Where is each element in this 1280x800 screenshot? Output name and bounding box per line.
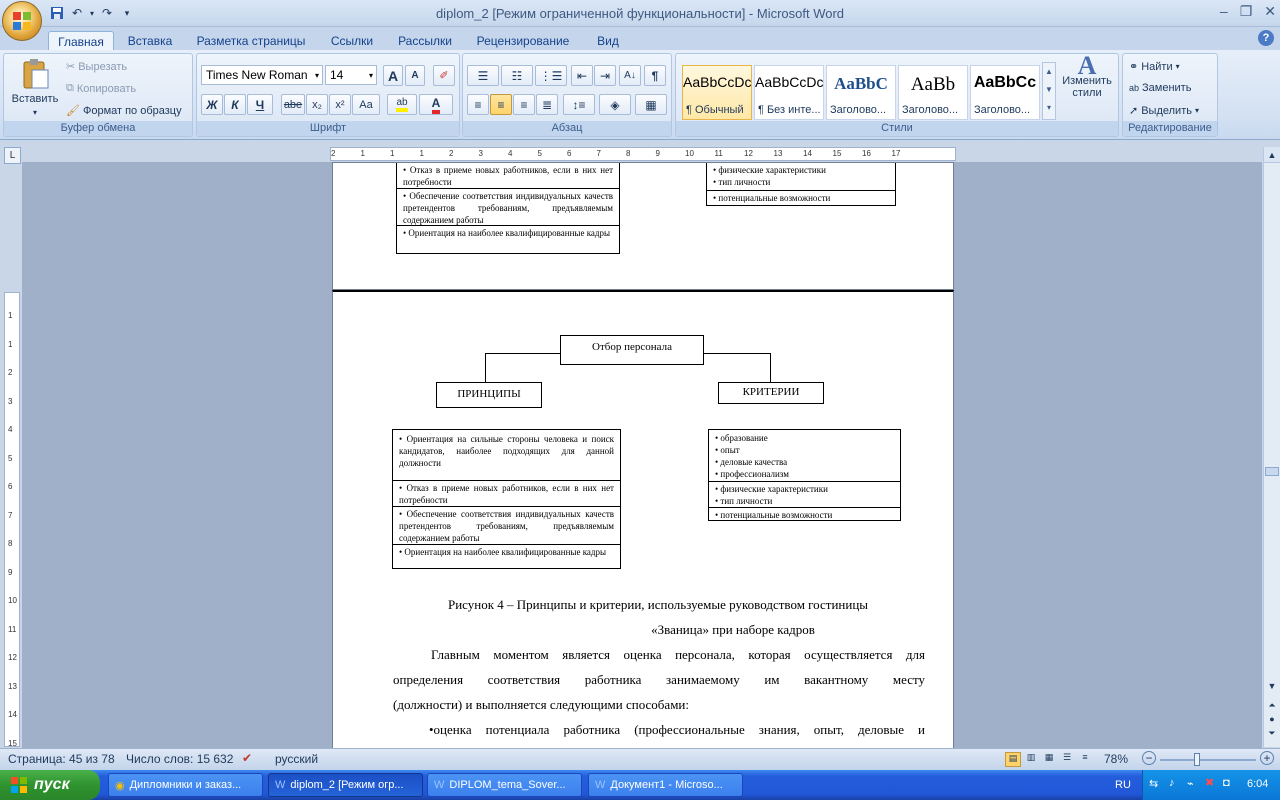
ruler-tick-label: 9 [655,149,660,158]
cut-button[interactable] [66,60,127,73]
decrease-indent-button[interactable] [571,65,593,86]
underline-button[interactable]: Ч [247,94,273,115]
paragraph-line: определения соответствия работника занимаемому им вакантному месту [393,672,925,687]
style-name: ¶ Обычный [686,104,744,116]
align-center-button[interactable] [490,94,512,115]
full-screen-reading-icon[interactable]: ▥ [1026,752,1036,762]
top-principles-table [396,163,620,254]
page-current[interactable] [332,290,954,750]
style-heading2[interactable] [898,65,968,120]
chevron-down-icon: ▾ [368,71,373,80]
align-center-icon: ≡ [497,97,505,112]
list-item: • потенциальные возможности [713,192,889,204]
diagram-root: Отбор персонала [560,335,704,365]
copy-button[interactable] [66,82,136,95]
change-styles-button[interactable] [1060,51,1114,99]
scroll-thumb[interactable] [1265,467,1279,476]
system-tray [1142,770,1280,800]
paste-label: Вставить [11,93,59,105]
ruler-tick-label: 7 [596,149,601,158]
clear-formatting-button[interactable] [433,65,455,86]
change-case-button[interactable]: Аа [352,94,380,115]
paint-bucket-icon: ◈ [610,97,620,112]
language-indicator[interactable]: RU [1115,779,1131,791]
quick-access-toolbar [48,4,136,22]
ruler-tick-label: 1 [419,149,424,158]
word-count[interactable]: Число слов: 15 632 [126,752,234,766]
ruler-tick-label: 14 [8,710,17,719]
table-cell: • Отказ в приеме новых работников, если в них нет потребности [393,481,620,507]
eraser-icon: ✐ [439,70,449,82]
draft-icon[interactable]: ≡ [1082,752,1088,762]
pilcrow-icon: ¶ [651,68,659,83]
outdent-icon: ⇤ [576,68,588,83]
figure-caption-line1: Рисунок 4 – Принципы и критерии, используемые руководством гостиницы [447,597,869,612]
ruler-tick-label: 9 [8,567,13,577]
clock[interactable]: 6:04 [1247,778,1269,790]
border-icon: ▦ [645,97,657,112]
connector-line [770,353,771,382]
font-family-select[interactable] [201,65,323,85]
ruler-tick-label: 1 [8,339,13,349]
shading-button[interactable] [599,94,631,115]
next-page-icon[interactable]: ⏷ [1268,728,1276,738]
undo-icon[interactable]: ↶ [71,6,83,20]
table-cell [707,163,895,191]
table-cell: • Обеспечение соответствия индивидуальных качеств претендентов требованиям, предъявляемым содержанием работы [393,507,620,545]
zoom-in-icon[interactable]: + [1260,751,1274,765]
cursor-icon: ➚ [1129,105,1139,117]
highlight-button[interactable] [387,94,417,115]
ruler-tick-label: 7 [8,510,13,520]
ruler-tick-label: 6 [8,482,13,491]
table-cell [709,482,900,508]
antivirus-icon[interactable]: ✖ [1205,777,1215,789]
ruler-tick-label: 8 [626,149,631,158]
taskbar-item[interactable] [588,773,743,797]
windows-logo-icon [10,776,28,794]
volume-icon[interactable]: ♪ [1169,777,1175,789]
format-painter-button[interactable] [66,104,182,117]
styles-group-label: Стили [676,121,1118,136]
tab-home[interactable]: Главная [48,31,114,51]
style-name: ¶ Без инте... [758,104,821,116]
ribbon [0,50,1280,140]
ruler-tick-label: 12 [744,149,753,158]
ruler-tick-label: 17 [891,149,901,158]
word-icon: W [595,779,606,791]
taskbar-item[interactable] [108,773,263,797]
diagram-criteria-head: КРИТЕРИИ [718,382,824,404]
style-preview: AaBb [910,74,956,95]
table-cell: • Ориентация на наиболее квалифицированные кадры [397,226,619,252]
line-spacing-button[interactable] [563,94,595,115]
paragraph-line: (должности) и выполняется следующими способами: [393,697,689,712]
styles-scroll[interactable]: ▲ ▼ ▾ [1042,62,1056,120]
ruler-tick-label: 5 [8,453,13,463]
title-bar [0,0,1280,27]
connector-line [485,353,561,354]
table-cell: • Отказ в приеме новых работников, если в них нет потребности [397,163,619,189]
cut-label: Вырезать [78,60,128,73]
style-heading3[interactable] [970,65,1040,120]
ruler-tick-label: 15 [832,149,842,158]
redo-icon[interactable]: ↷ [101,6,113,20]
undo-dropdown-icon[interactable]: ▾ [89,8,94,18]
highlighter-icon: ab [396,97,407,112]
shield-icon[interactable]: ◘ [1223,777,1230,789]
ruler-tick-label: 3 [478,149,483,158]
indent-icon: ⇥ [599,68,611,83]
list-item: • опыт [715,444,894,456]
editing-group-label: Редактирование [1123,121,1217,136]
paragraph-line: Главным моментом является оценка персонала, которая осуществляется для [431,647,925,662]
strikethrough-button[interactable]: abe [281,94,305,115]
replace-label: Заменить [1142,82,1192,94]
vertical-scrollbar[interactable] [1263,147,1280,747]
window-title: diplom_2 [Режим ограниченной функциональности] - Microsoft Word [435,6,845,21]
multilevel-list-button[interactable] [535,65,567,86]
start-button[interactable] [0,770,100,800]
font-group [196,53,460,137]
style-name: Заголово... [974,104,1031,116]
paste-dropdown-icon: ▾ [32,108,37,117]
ruler-tick-label: 3 [8,396,13,406]
change-styles-label: Изменить стили [1062,75,1112,99]
list-item: • деловые качества [715,456,894,468]
maximize-icon[interactable]: ❐ [1239,3,1253,19]
binoculars-icon: ⚭ [1129,61,1139,73]
find-label: Найти [1141,60,1173,73]
justify-icon: ≣ [541,97,553,112]
bullet-line: •оценка потенциала работника (профессиональные знания, опыт, деловые и [429,722,925,737]
list-item: • образование [715,432,894,444]
justify-button[interactable] [536,94,558,115]
connector-line [703,353,770,354]
grow-font-button[interactable]: A [383,65,403,86]
clipboard-group [3,53,193,137]
increase-indent-button[interactable] [594,65,616,86]
sort-button[interactable] [619,65,641,86]
ruler-tick-label: 5 [537,149,542,158]
table-cell [707,191,895,204]
tab-page-layout[interactable]: Разметка страницы [196,34,306,48]
ruler-tick-label: 2 [449,149,454,158]
shrink-font-button[interactable]: A [405,65,425,86]
tab-references[interactable]: Ссылки [330,34,374,48]
paste-button[interactable] [10,58,60,117]
bullets-button[interactable] [467,65,499,86]
brush-icon: 🖌 [66,105,80,117]
diagram-principles-head: ПРИНЦИПЫ [436,382,542,408]
outline-icon[interactable]: ☰ [1062,752,1072,762]
styles-group [675,53,1119,137]
principles-table [392,429,621,569]
font-color-button[interactable] [419,94,453,115]
connector-line [485,353,486,382]
bullet-list-icon: ☰ [477,68,489,83]
borders-button[interactable] [635,94,667,115]
close-icon[interactable]: ✕ [1264,3,1276,19]
font-family-value: Times New Roman [206,68,308,82]
page-count[interactable]: Страница: 45 из 78 [8,752,115,766]
taskbar [0,770,1280,800]
minimize-icon[interactable]: – [1219,3,1228,19]
list-item: • потенциальные возможности [715,509,894,521]
style-preview: AaBbCcDc [755,74,824,90]
figure-caption-line2: «Званица» при наборе кадров [651,622,815,637]
style-no-spacing[interactable] [754,65,824,120]
align-right-button[interactable] [513,94,535,115]
ruler-tick-label: 1 [8,311,13,320]
chevron-down-icon: ▾ [314,71,319,80]
ruler-tick-label: 13 [8,681,17,691]
align-right-icon: ≡ [520,97,528,112]
ruler-tick-label: 14 [803,149,812,158]
zoom-level[interactable]: 78% [1104,752,1129,766]
taskbar-item[interactable] [268,773,423,797]
italic-button[interactable]: К [224,94,246,115]
ruler-tick-label: 4 [508,149,513,158]
view-buttons [1005,752,1093,767]
style-preview: AaBbCc [973,74,1037,91]
customize-qat-icon[interactable]: ▾ [124,7,130,18]
ruler-tick-label: 10 [685,149,694,158]
help-icon[interactable]: ? [1258,30,1274,46]
ruler-tick-label: 4 [8,425,13,434]
bold-button[interactable]: Ж [201,94,223,115]
replace-icon: ab [1129,83,1140,93]
chevron-down-icon: ▾ [1175,62,1180,71]
browser-icon: ◉ [115,779,125,792]
font-group-label: Шрифт [197,121,459,136]
format-painter-label: Формат по образцу [82,104,182,117]
web-layout-icon[interactable]: ▦ [1044,752,1054,762]
line-spacing-icon: ↕≡ [572,97,586,112]
chevron-down-icon: ▾ [1194,106,1199,115]
table-cell [709,508,900,520]
ribbon-tabs [0,27,1280,51]
tab-review[interactable]: Рецензирование [476,34,570,48]
find-button[interactable] [1129,60,1180,73]
scroll-down-icon[interactable]: ▼ [1267,681,1277,691]
font-color-icon: A [432,96,441,114]
word-icon: W [275,779,286,791]
print-layout-icon[interactable]: ▤ [1005,752,1021,767]
align-left-button[interactable] [467,94,489,115]
style-name: Заголово... [830,104,887,116]
ruler-tick-label: 8 [8,539,13,548]
document-area [22,162,1262,748]
multilevel-list-icon: ⋮☰ [539,68,563,83]
superscript-button[interactable]: x² [329,94,351,115]
paragraph-group-label: Абзац [463,121,671,136]
ruler-tick-label: 10 [8,596,17,605]
vertical-ruler[interactable] [4,292,20,747]
tab-view[interactable]: Вид [597,34,619,48]
copy-icon: ⧉ [66,82,74,94]
tab-mailings[interactable]: Рассылки [398,34,452,48]
align-left-icon: ≡ [474,97,482,112]
zoom-out-icon[interactable]: − [1142,751,1156,765]
list-item: • тип личности [715,495,894,507]
paragraph-group [462,53,672,137]
replace-button[interactable] [1129,82,1191,94]
style-heading1[interactable] [826,65,896,120]
style-preview: AaBbC [834,74,888,93]
start-label: пуск [34,776,70,793]
window-controls [1220,3,1276,20]
taskbar-item-label: Документ1 - Microso... [610,779,723,791]
taskbar-item-label: diplom_2 [Режим огр... [290,779,404,791]
office-button[interactable] [2,1,42,41]
taskbar-item-label: DIPLOM_tema_Sover... [449,779,566,791]
ruler-tick-label: 6 [567,149,572,158]
font-size-select[interactable] [325,65,377,85]
style-normal[interactable] [682,65,752,120]
taskbar-item-label: Дипломники и заказ... [129,779,242,791]
network-icon[interactable]: ⇆ [1149,778,1159,790]
ruler-tick-label: 16 [862,149,871,158]
table-cell: • Ориентация на сильные стороны человека и поиск кандидатов, наиболее подходящих для данной должности [393,430,620,481]
change-styles-icon: A [1077,51,1097,80]
language-status[interactable]: русский [275,752,319,766]
taskbar-item[interactable] [427,773,582,797]
word-icon: W [434,779,445,791]
tab-insert[interactable]: Вставка [127,34,173,48]
page-previous[interactable] [332,162,954,290]
numbering-button[interactable] [501,65,533,86]
copy-label: Копировать [76,82,137,95]
ruler-tick-label: 12 [8,653,17,662]
list-item: • физические характеристики [713,164,889,176]
status-bar [0,748,1280,770]
style-preview: AaBbCcDc [683,74,752,90]
ruler-tick-label: 2 [8,368,13,377]
tab-selector[interactable]: L [4,147,21,164]
ruler-tick-label: 1 [390,149,395,158]
top-criteria-table [706,163,896,206]
ruler-tick-label: 1 [360,149,365,158]
zoom-slider-thumb[interactable] [1194,753,1200,766]
table-cell [709,430,900,482]
list-item: • физические характеристики [715,483,894,495]
criteria-table [708,429,901,521]
editing-group [1122,53,1218,137]
ruler-tick-label: 15 [8,738,17,748]
style-name: Заголово... [902,104,959,116]
save-icon[interactable] [48,4,66,22]
show-marks-button[interactable] [644,65,666,86]
ruler-tick-label: 11 [8,624,17,634]
subscript-button[interactable]: x₂ [306,94,328,115]
usb-icon[interactable]: ⌁ [1187,778,1194,790]
browse-object-icon[interactable]: ● [1269,714,1275,724]
paste-icon [20,58,50,90]
ruler-tick-label: 2 [331,149,336,158]
numbered-list-icon: ☷ [511,68,523,83]
zoom-slider[interactable] [1160,759,1256,761]
table-cell: • Обеспечение соответствия индивидуальных качеств претендентов требованиям, предъявляемым содержанием работы [397,189,619,226]
scroll-up-icon[interactable]: ▲ [1264,147,1280,163]
horizontal-ruler[interactable] [330,147,956,161]
spellcheck-icon[interactable]: ✔ [242,751,253,765]
sort-icon: A↓ [624,70,636,81]
ruler-tick-label: 13 [773,149,783,158]
previous-page-icon[interactable]: ⏶ [1268,700,1276,710]
scissors-icon: ✂ [66,61,76,73]
select-button[interactable] [1129,104,1199,117]
font-size-value: 14 [330,68,344,82]
table-cell: • Ориентация на наиболее квалифицированные кадры [393,545,620,568]
list-item: • тип личности [713,176,889,188]
select-label: Выделить [1141,104,1192,117]
list-item: • профессионализм [715,468,894,480]
ruler-tick-label: 11 [714,149,723,158]
clipboard-group-label: Буфер обмена [4,121,192,136]
